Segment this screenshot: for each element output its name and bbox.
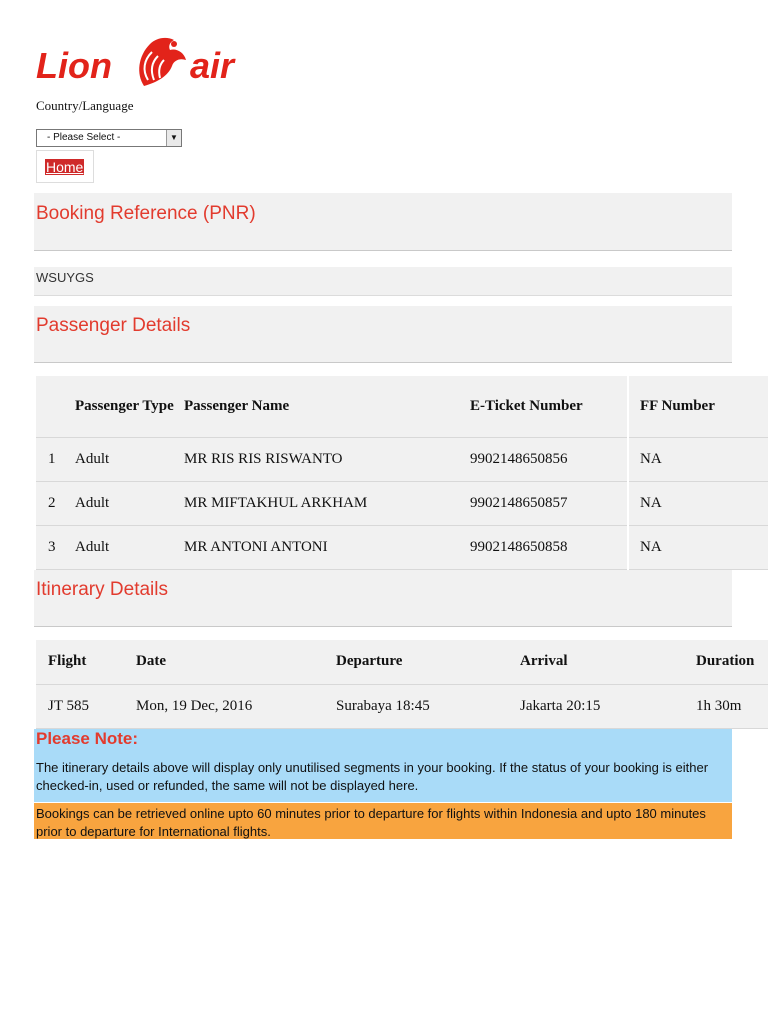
passenger-type: Adult bbox=[75, 437, 184, 481]
bookings-notice-text: Bookings can be retrieved online upto 60 minutes prior to departure for flights within Indonesia and upto 180 minutes prior to departure for International flights. bbox=[36, 806, 706, 839]
svg-text:air: air bbox=[190, 45, 235, 86]
passenger-type: Adult bbox=[75, 525, 184, 569]
column-header bbox=[36, 376, 75, 437]
flight-departure: Surabaya 18:45 bbox=[336, 684, 520, 728]
flight-number: JT 585 bbox=[36, 684, 136, 728]
country-select-value: - Please Select - bbox=[47, 132, 121, 143]
home-link[interactable]: Home bbox=[46, 159, 84, 175]
column-header: Flight bbox=[36, 640, 136, 684]
svg-text:Lion: Lion bbox=[36, 45, 112, 86]
passenger-details-title: Passenger Details bbox=[36, 315, 191, 336]
itinerary-panel bbox=[34, 570, 732, 627]
please-note-box bbox=[34, 729, 732, 802]
please-note-title: Please Note: bbox=[36, 729, 139, 748]
flight-duration: 1h 30m bbox=[696, 684, 768, 728]
table-row bbox=[36, 684, 768, 728]
passenger-name: MR RIS RIS RISWANTO bbox=[184, 437, 470, 481]
pnr-panel bbox=[34, 193, 732, 251]
column-header: FF Number bbox=[628, 376, 768, 437]
ff-number: NA bbox=[628, 525, 768, 569]
flight-arrival: Jakarta 20:15 bbox=[520, 684, 696, 728]
pnr-title: Booking Reference (PNR) bbox=[36, 203, 256, 224]
flight-date: Mon, 19 Dec, 2016 bbox=[136, 684, 336, 728]
passenger-table-header bbox=[36, 376, 768, 437]
chevron-down-icon[interactable]: ▼ bbox=[166, 130, 181, 146]
column-header: Departure bbox=[336, 640, 520, 684]
row-index: 2 bbox=[36, 481, 75, 525]
passenger-table bbox=[36, 376, 768, 570]
lion-emblem-icon bbox=[139, 38, 186, 86]
please-note-text: The itinerary details above will display only unutilised segments in your booking. If the status of your booking is either checked-in, used or refunded, the same will not be displayed here. bbox=[36, 760, 709, 793]
column-header: Date bbox=[136, 640, 336, 684]
eticket-number: 9902148650857 bbox=[470, 481, 628, 525]
passenger-name: MR ANTONI ANTONI bbox=[184, 525, 470, 569]
passenger-panel bbox=[34, 306, 732, 363]
home-nav bbox=[36, 150, 94, 183]
passenger-type: Adult bbox=[75, 481, 184, 525]
table-row bbox=[36, 481, 768, 525]
ff-number: NA bbox=[628, 481, 768, 525]
row-index: 3 bbox=[36, 525, 75, 569]
eticket-number: 9902148650856 bbox=[470, 437, 628, 481]
column-header: E-Ticket Number bbox=[470, 376, 628, 437]
row-index: 1 bbox=[36, 437, 75, 481]
pnr-value: WSUYGS bbox=[36, 270, 94, 285]
column-header: Passenger Type bbox=[75, 376, 184, 437]
eticket-number: 9902148650858 bbox=[470, 525, 628, 569]
pnr-value-row bbox=[34, 267, 732, 296]
column-header: Passenger Name bbox=[184, 376, 470, 437]
itinerary-details-title: Itinerary Details bbox=[36, 579, 168, 600]
lion-air-logo[interactable] bbox=[36, 30, 260, 92]
table-row bbox=[36, 525, 768, 569]
ff-number: NA bbox=[628, 437, 768, 481]
itinerary-table-header bbox=[36, 640, 768, 684]
itinerary-table bbox=[36, 640, 768, 729]
passenger-name: MR MIFTAKHUL ARKHAM bbox=[184, 481, 470, 525]
table-row bbox=[36, 437, 768, 481]
country-language-label: Country/Language bbox=[36, 98, 134, 113]
country-language-select[interactable] bbox=[36, 129, 182, 147]
bookings-notice-box bbox=[34, 803, 732, 839]
column-header: Duration bbox=[696, 640, 768, 684]
column-header: Arrival bbox=[520, 640, 696, 684]
